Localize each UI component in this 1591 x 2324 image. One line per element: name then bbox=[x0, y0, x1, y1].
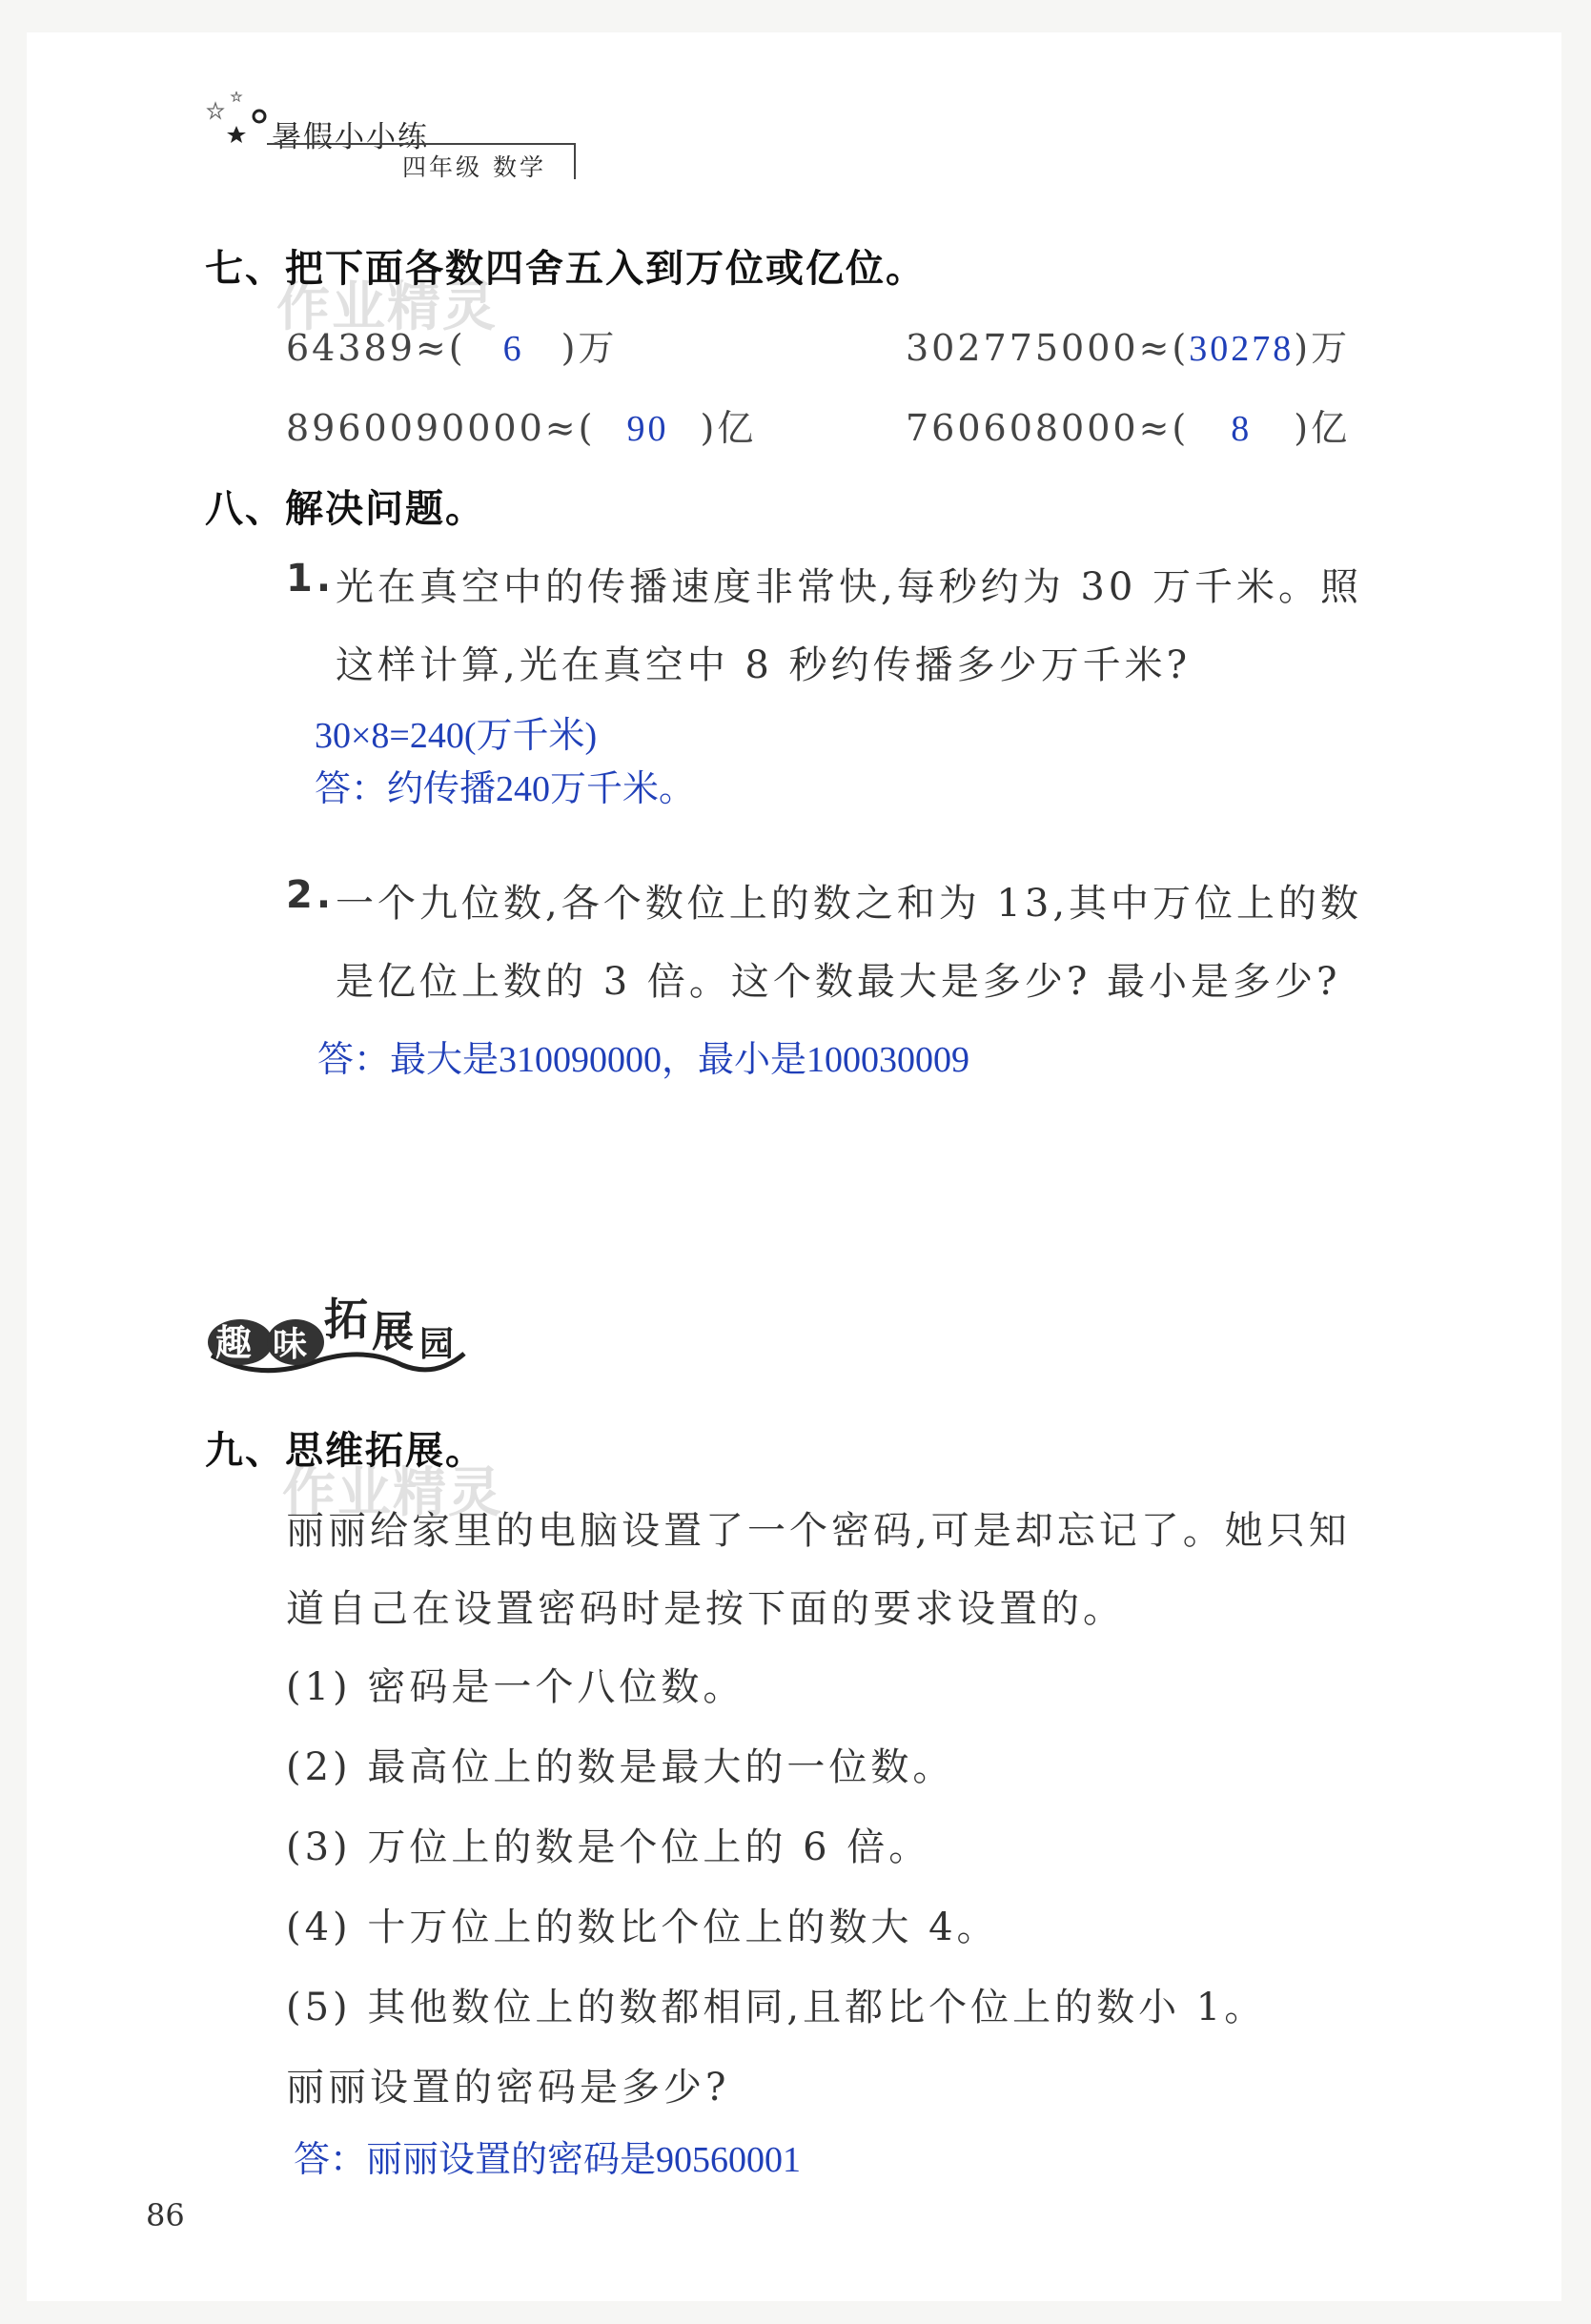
question-text: 光在真空中的传播速度非常快,每秒约为 30 万千米。照 bbox=[336, 565, 1363, 609]
rounding-answer: 6 bbox=[502, 329, 524, 369]
section-7-heading: 七、把下面各数四舍五入到万位或亿位。 bbox=[205, 247, 926, 291]
question-text: 一个九位数,各个数位上的数之和为 13,其中万位上的数 bbox=[336, 882, 1363, 926]
question-index: 1. bbox=[286, 557, 336, 601]
fun-banner-char: 拓 bbox=[324, 1294, 368, 1345]
header-subtitle: 四年级 数学 bbox=[402, 153, 546, 181]
rounding-unit: )万 bbox=[1294, 327, 1351, 369]
rounding-number: 64389≈( bbox=[286, 327, 466, 369]
answer-text: 答：丽丽设置的密码是90560001 bbox=[294, 2140, 802, 2180]
fun-banner-char: 趣 bbox=[215, 1322, 253, 1364]
header-rule bbox=[267, 143, 574, 145]
rule-item: (2) 最高位上的数是最大的一位数。 bbox=[286, 1745, 955, 1789]
rule-item: (1) 密码是一个八位数。 bbox=[286, 1665, 745, 1709]
rounding-number: 760608000≈( bbox=[906, 407, 1190, 449]
section-9-heading: 九、思维拓展。 bbox=[205, 1429, 485, 1473]
rounding-number: 302775000≈( bbox=[906, 327, 1190, 369]
question-index: 2. bbox=[286, 873, 336, 917]
rounding-answer: 90 bbox=[626, 409, 669, 449]
paragraph-text: 丽丽给家里的电脑设置了一个密码,可是却忘记了。她只知 bbox=[286, 1509, 1351, 1553]
stars-icon bbox=[204, 90, 271, 147]
page bbox=[27, 32, 1561, 2301]
fun-banner-char: 园 bbox=[419, 1325, 455, 1364]
rounding-item bbox=[286, 398, 756, 451]
watermark: 作业精灵 bbox=[282, 1462, 503, 1524]
fun-banner-char: 展 bbox=[372, 1308, 414, 1356]
rounding-unit: )亿 bbox=[700, 407, 757, 449]
paragraph-text: 道自己在设置密码时是按下面的要求设置的。 bbox=[286, 1587, 1125, 1631]
rule-item: (4) 十万位上的数比个位上的数大 4。 bbox=[286, 1906, 999, 1949]
rule-item: (5) 其他数位上的数都相同,且都比个位上的数小 1。 bbox=[286, 1986, 1267, 2029]
fun-banner-logo bbox=[202, 1287, 469, 1382]
header-divider bbox=[574, 143, 576, 179]
answer-text: 答：约传播240万千米。 bbox=[315, 769, 696, 809]
question-text: 是亿位上数的 3 倍。这个数最大是多少? 最小是多少? bbox=[336, 960, 1341, 1004]
section-8-heading: 八、解决问题。 bbox=[205, 487, 485, 531]
rounding-item bbox=[906, 318, 1350, 371]
rounding-number: 8960090000≈( bbox=[286, 407, 596, 449]
page-number: 86 bbox=[146, 2197, 185, 2233]
rounding-item bbox=[286, 318, 617, 371]
fun-banner-char: 味 bbox=[273, 1325, 308, 1364]
answer-text: 答：最大是310090000，最小是100030009 bbox=[317, 1040, 970, 1080]
rounding-unit: )万 bbox=[561, 327, 618, 369]
rounding-unit: )亿 bbox=[1294, 407, 1351, 449]
header-title: 暑假小小练 bbox=[272, 120, 429, 154]
question-text: 丽丽设置的密码是多少? bbox=[286, 2066, 730, 2110]
rounding-answer: 8 bbox=[1231, 409, 1253, 449]
question-text: 这样计算,光在真空中 8 秒约传播多少万千米? bbox=[336, 643, 1192, 687]
rule-item: (3) 万位上的数是个位上的 6 倍。 bbox=[286, 1825, 931, 1869]
answer-calculation: 30×8=240(万千米) bbox=[315, 716, 598, 756]
rounding-item bbox=[906, 398, 1350, 451]
rounding-answer: 30278 bbox=[1189, 329, 1295, 369]
watermark: 作业精灵 bbox=[276, 276, 498, 338]
